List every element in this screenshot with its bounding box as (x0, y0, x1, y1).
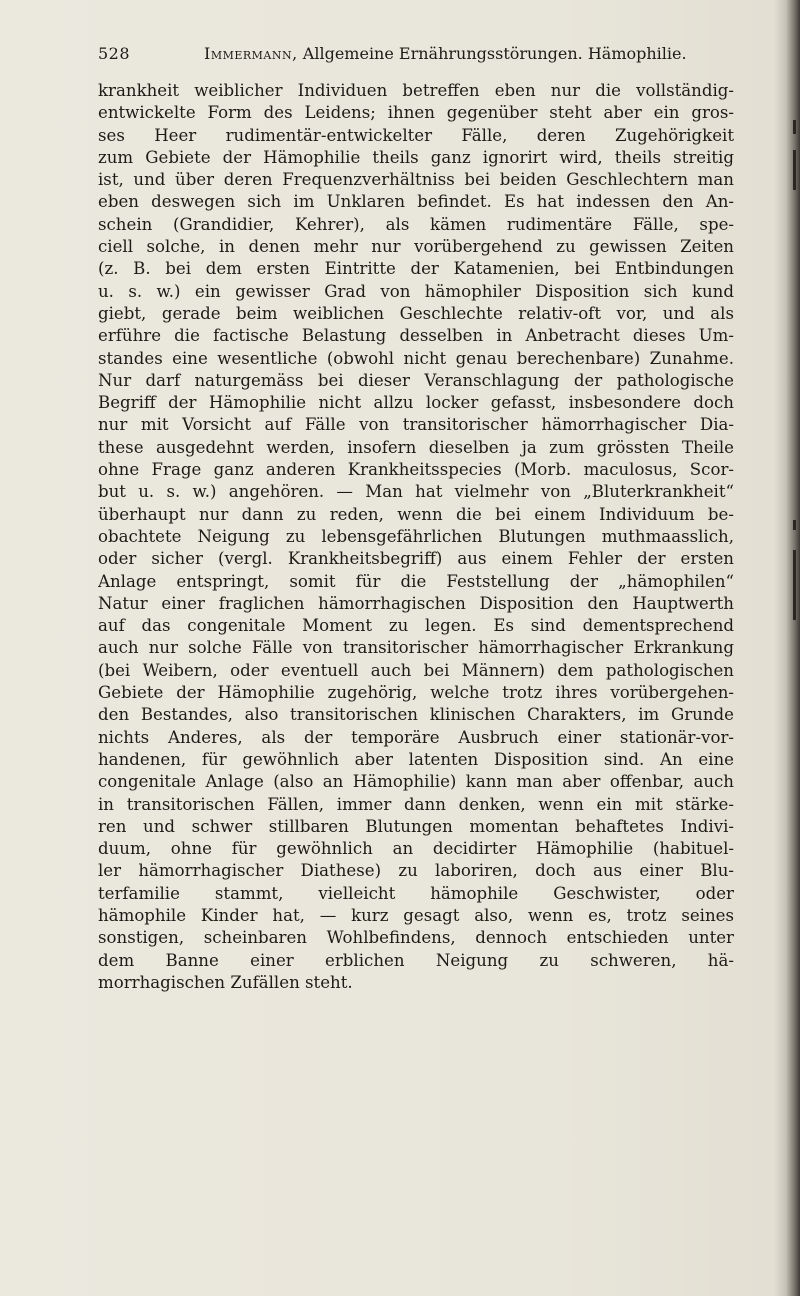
text-line: auch nur solche Fälle von transitorischer hämorrhagischer Erkrankung (98, 638, 734, 658)
text-line: these ausgedehnt werden, insofern dieselben ja zum grössten Theile (98, 437, 734, 457)
text-line: morrhagischen Zufällen steht. (98, 972, 353, 992)
text-line: schein (Grandidier, Kehrer), als kämen rudimentäre Fälle, spe- (98, 214, 734, 234)
page-binding-edge (774, 0, 800, 1296)
body-text (98, 80, 734, 994)
text-line: duum, ohne für gewöhnlich an decidirter Hämophilie (habituel- (98, 839, 734, 859)
text-line: (bei Weibern, oder eventuell auch bei Männern) dem pathologischen (98, 660, 734, 680)
text-line: dem Banne einer erblichen Neigung zu schweren, hä- (98, 950, 734, 970)
text-line: standes eine wesentliche (obwohl nicht genau berechenbare) Zunahme. (98, 348, 734, 368)
text-line: (z. B. bei dem ersten Eintritte der Katamenien, bei Entbindungen (98, 259, 734, 279)
text-line: giebt, gerade beim weiblichen Geschlechte relativ-oft vor, und als (98, 303, 734, 323)
text-line: hämophile Kinder hat, — kurz gesagt also, wenn es, trotz seines (98, 905, 734, 925)
edge-mark (793, 550, 796, 620)
text-line: but u. s. w.) angehören. — Man hat vielmehr von „Bluterkrankheit“ (98, 482, 734, 502)
edge-mark (793, 520, 796, 530)
text-line: den Bestandes, also transitorischen klinischen Charakters, im Grunde (98, 705, 734, 725)
text-line: erführe die factische Belastung desselben in Anbetracht dieses Um- (98, 326, 734, 346)
text-line: Nur darf naturgemäss bei dieser Veranschlagung der pathologische (98, 370, 734, 390)
text-line: zum Gebiete der Hämophilie theils ganz ignorirt wird, theils streitig (98, 147, 734, 167)
text-line: krankheit weiblicher Individuen betreffen eben nur die vollständig- (98, 81, 734, 100)
text-line: nichts Anderes, als der temporäre Ausbruch einer stationär-vor- (98, 727, 734, 747)
text-line: u. s. w.) ein gewisser Grad von hämophiler Disposition sich kund (98, 281, 734, 301)
text-line: obachtete Neigung zu lebensgefährlichen Blutungen muthmaasslich, (98, 526, 734, 546)
text-line: handenen, für gewöhnlich aber latenten Disposition sind. An eine (98, 749, 734, 769)
text-line: in transitorischen Fällen, immer dann denken, wenn ein mit stärke- (98, 794, 734, 814)
text-line: ciell solche, in denen mehr nur vorübergehend zu gewissen Zeiten (98, 237, 734, 257)
text-line: entwickelte Form des Leidens; ihnen gegenüber steht aber ein gros- (98, 103, 734, 123)
text-line: auf das congenitale Moment zu legen. Es sind dementsprechend (98, 616, 734, 636)
text-line: ohne Frage ganz anderen Krankheitsspecies (Morb. maculosus, Scor- (98, 460, 734, 480)
page-number: 528 (98, 44, 131, 63)
text-line: Natur einer fraglichen hämorrhagischen Disposition den Hauptwerth (98, 593, 734, 613)
text-line: nur mit Vorsicht auf Fälle von transitorischer hämorrhagischer Dia- (98, 415, 734, 435)
running-header (98, 40, 738, 70)
text-line: sonstigen, scheinbaren Wohlbefindens, dennoch entschieden unter (98, 928, 734, 948)
header-title: Allgemeine Ernährungsstörungen. Hämophilie. (302, 44, 687, 63)
text-line: terfamilie stammt, vielleicht hämophile Geschwister, oder (98, 883, 734, 903)
text-line: Gebiete der Hämophilie zugehörig, welche trotz ihres vorübergehen- (98, 683, 734, 703)
running-title-group (204, 44, 687, 63)
text-line: ses Heer rudimentär-entwickelter Fälle, deren Zugehörigkeit (98, 125, 734, 145)
text-line: eben deswegen sich im Unklaren befindet. Es hat indessen den An- (98, 192, 734, 212)
text-line: ist, und über deren Frequenzverhältniss bei beiden Geschlechtern man (98, 170, 734, 190)
text-line: Begriff der Hämophilie nicht allzu locker gefasst, insbesondere doch (98, 393, 734, 413)
text-line: congenitale Anlage (also an Hämophilie) kann man aber offenbar, auch (98, 772, 734, 792)
text-line: ler hämorrhagischer Diathese) zu laboriren, doch aus einer Blu- (98, 861, 734, 881)
text-line: überhaupt nur dann zu reden, wenn die bei einem Individuum be- (98, 504, 734, 524)
edge-mark (793, 150, 796, 190)
edge-mark (793, 120, 796, 134)
text-line: Anlage entspringt, somit für die Feststellung der „hämophilen“ (98, 571, 734, 591)
text-line: oder sicher (vergl. Krankheitsbegriff) aus einem Fehler der ersten (98, 549, 734, 569)
text-line: ren und schwer stillbaren Blutungen momentan behaftetes Indivi- (98, 816, 734, 836)
header-author: Immermann, (204, 44, 298, 63)
